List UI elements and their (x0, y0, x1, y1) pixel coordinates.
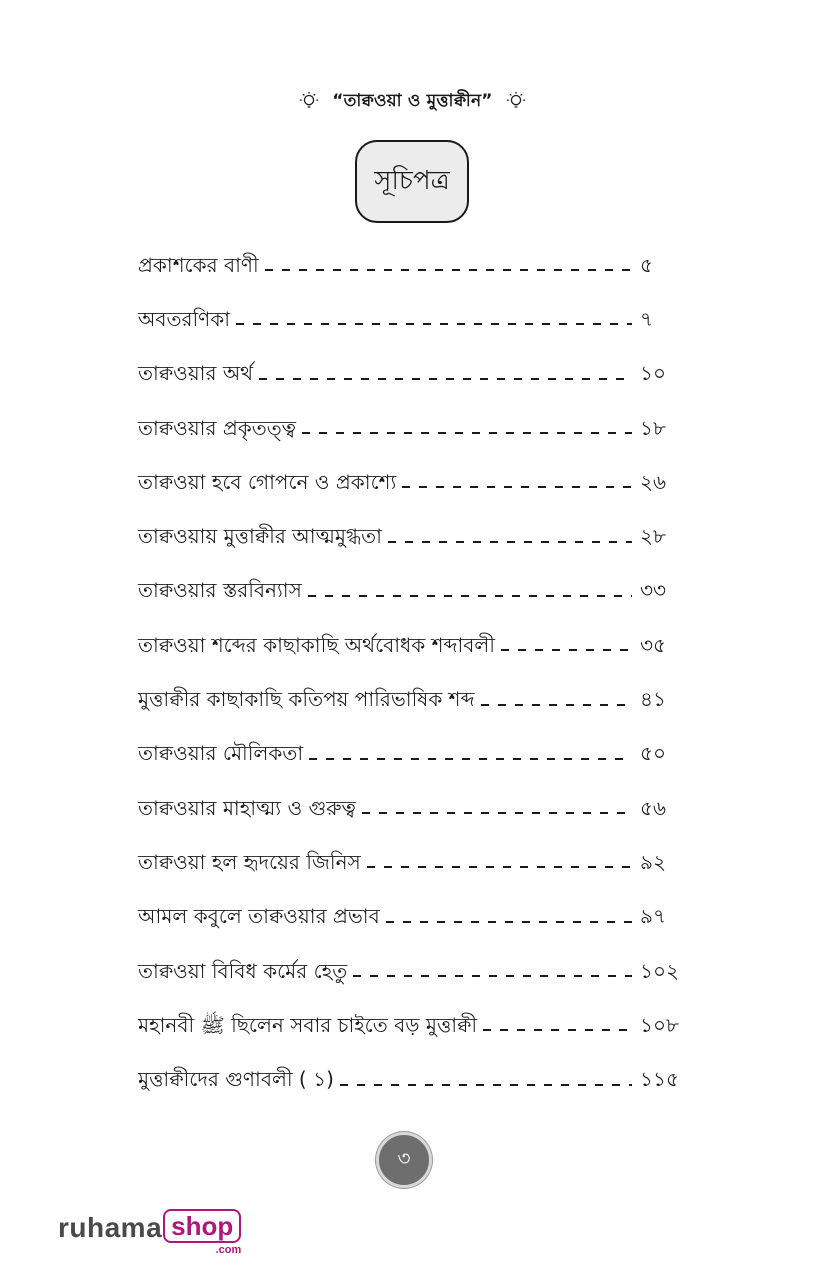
toc-entry-page: ৯২ (640, 849, 666, 874)
lightbulb-icon (298, 90, 320, 112)
dot-leader (308, 595, 632, 597)
toc-entry-title: তাক্বওয়ার অর্থ (138, 361, 254, 386)
dot-leader (265, 269, 632, 271)
toc-entry (138, 349, 698, 403)
brand-logo-shop (163, 1211, 242, 1256)
toc-entry-title: তাক্বওয়ায় মুত্তাক্বীর আত্মমুগ্ধতা (138, 524, 382, 549)
toc-entry (138, 240, 698, 294)
toc-entry-title: প্রকাশকের বাণী (138, 252, 259, 277)
toc-entry (138, 294, 698, 348)
toc-entry (138, 620, 698, 674)
dot-leader (501, 649, 632, 651)
toc-entry-title: তাক্বওয়া হবে গোপনে ও প্রকাশ্যে (138, 469, 397, 494)
toc-entry-title: তাক্বওয়ার প্রকৃতত্ত্ব (138, 415, 296, 440)
toc-entry-page: ৫০ (640, 741, 666, 766)
dot-leader (367, 866, 632, 868)
toc-entry-page: ১০২ (640, 958, 679, 983)
brand-logo-part1: ruhama (58, 1212, 163, 1243)
dot-leader (236, 323, 632, 325)
lightbulb-icon (505, 90, 527, 112)
toc-entry (138, 457, 698, 511)
toc-entry-title: অবতরণিকা (138, 306, 231, 331)
toc-entry (138, 837, 698, 891)
toc-entry-title: তাক্বওয়া শব্দের কাছাকাছি অর্থবোধক শব্দাবলী (138, 632, 496, 657)
toc-entry-title: তাক্বওয়ার স্তরবিন্যাস (138, 578, 302, 603)
contents-heading-label: সূচিপত্র (374, 165, 450, 196)
toc-entry-title: তাক্বওয়ার মৌলিকতা (138, 741, 304, 766)
toc-entry (138, 1054, 698, 1108)
contents-heading (355, 140, 469, 223)
toc-entry-page: ২৬ (640, 469, 667, 494)
toc-entry-title: মুত্তাক্বীদের গুণাবলী ( ১) (138, 1067, 334, 1092)
toc-entry-title: তাক্বওয়া বিবিধ কর্মের হেতু (138, 958, 348, 983)
toc-entry (138, 566, 698, 620)
toc-entry (138, 511, 698, 565)
page-number-badge (376, 1132, 432, 1188)
dot-leader (483, 1029, 632, 1031)
toc-entry (138, 892, 698, 946)
table-of-contents (138, 240, 698, 1109)
dot-leader (340, 1084, 632, 1086)
toc-entry-page: ২৮ (640, 524, 666, 549)
toc-entry-title: তাক্বওয়ার মাহাত্ম্য ও গুরুত্ব (138, 795, 356, 820)
dot-leader (353, 975, 632, 977)
page-number: ৩ (397, 1145, 411, 1170)
brand-logo-part2: shop (163, 1209, 241, 1243)
toc-entry-title: আমল কবুলে তাক্বওয়ার প্রভাব (138, 904, 380, 929)
toc-entry (138, 403, 698, 457)
toc-entry-page: ১৮ (640, 415, 666, 440)
toc-entry-page: ১১৫ (640, 1067, 679, 1092)
book-title: “তাক্বওয়া ও মুত্তাক্বীন” (332, 91, 493, 111)
toc-entry-page: ৩৩ (640, 578, 667, 603)
toc-entry-page: ১০৮ (640, 1012, 679, 1037)
toc-entry-title: মুত্তাক্বীর কাছাকাছি কতিপয় পারিভাষিক শব্দ (138, 687, 475, 712)
dot-leader (309, 758, 632, 760)
dot-leader (386, 921, 632, 923)
toc-entry (138, 729, 698, 783)
toc-entry (138, 674, 698, 728)
toc-entry-page: ৩৫ (640, 632, 666, 657)
toc-entry (138, 783, 698, 837)
brand-logo-domain: .com (215, 1244, 242, 1256)
toc-entry-page: ১০ (640, 361, 666, 386)
dot-leader (388, 541, 632, 543)
toc-entry-page: ৭ (640, 306, 654, 331)
dot-leader (402, 486, 632, 488)
brand-logo (58, 1211, 242, 1256)
dot-leader (481, 704, 632, 706)
toc-entry-page: ৪১ (640, 687, 666, 712)
dot-leader (259, 378, 632, 380)
toc-entry (138, 1000, 698, 1054)
toc-entry (138, 946, 698, 1000)
dot-leader (362, 812, 632, 814)
toc-entry-title: মহানবী ﷺ ছিলেন সবার চাইতে বড় মুত্তাক্বী (138, 1012, 478, 1037)
toc-entry-title: তাক্বওয়া হল হৃদয়ের জিনিস (138, 849, 361, 874)
book-header (0, 88, 825, 116)
dot-leader (302, 432, 632, 434)
toc-entry-page: ৯৭ (640, 904, 666, 929)
toc-entry-page: ৫ (640, 252, 653, 277)
toc-entry-page: ৫৬ (640, 795, 666, 820)
